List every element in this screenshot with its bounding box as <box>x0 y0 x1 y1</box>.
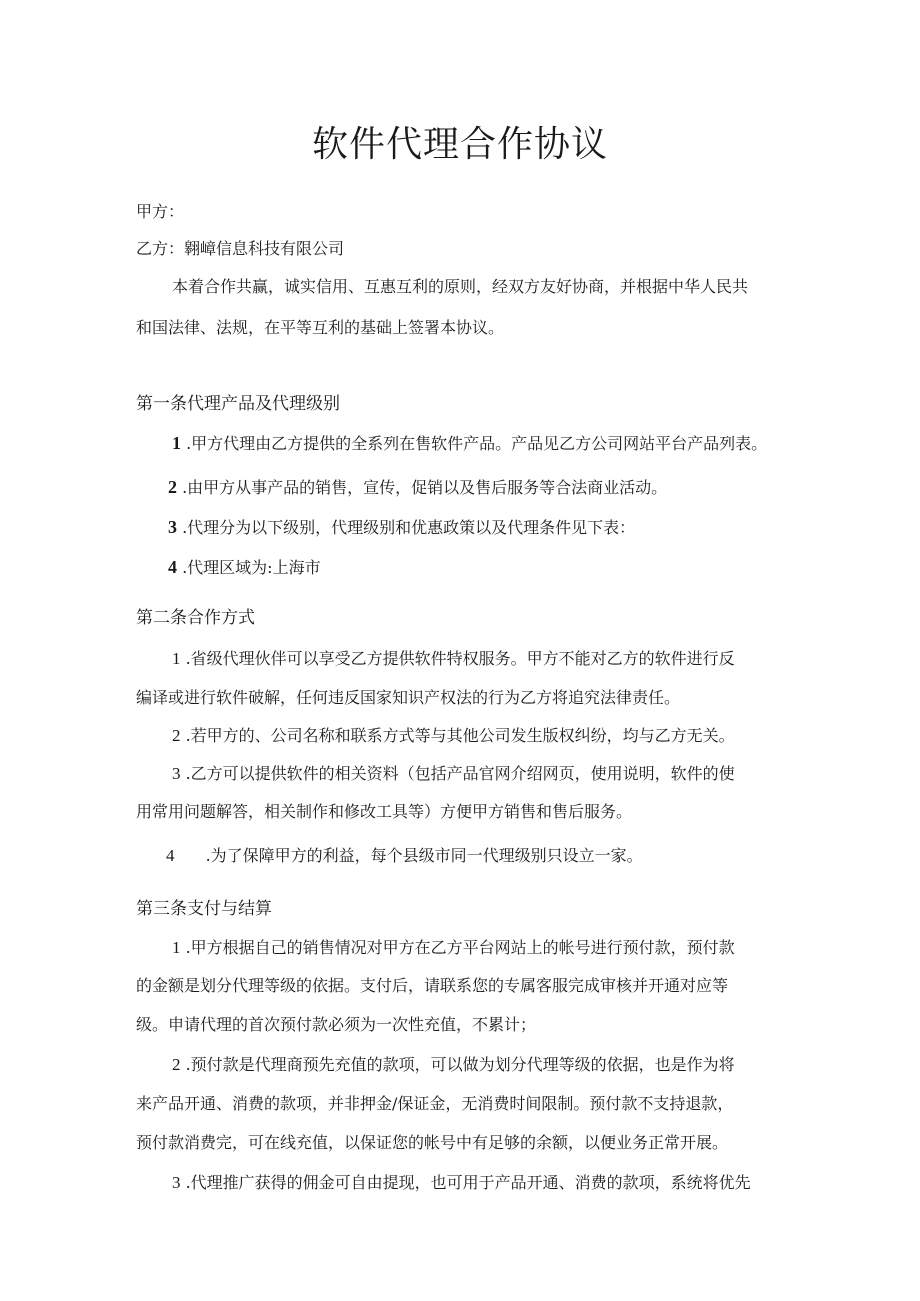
party-a-line: 甲方： <box>136 202 185 221</box>
section-2-item-3-line-2: 用常用问题解答，相关制作和修改工具等）方便甲方销售和售后服务。 <box>136 802 633 821</box>
section-3-item-2-line-1 <box>172 1054 735 1076</box>
item-text: .代理区域为:上海市 <box>182 558 321 577</box>
section-3-heading: 第三条支付与结算 <box>136 899 272 919</box>
section-2-heading: 第二条合作方式 <box>136 608 255 628</box>
party-b-line: 乙方：翱嶂信息科技有限公司 <box>136 239 345 258</box>
item-number: 4 <box>168 557 177 577</box>
item-number: 3 <box>168 517 177 537</box>
section-1-item-1 <box>172 432 767 455</box>
section-2-item-2 <box>172 725 735 747</box>
section-3-item-2-line-3: 预付款消费完，可在线充值，以保证您的帐号中有足够的余额，以便业务正常开展。 <box>136 1133 729 1152</box>
document-title: 软件代理合作协议 <box>311 124 608 165</box>
item-text: .代理推广获得的佣金可自由提现，也可用于产品开通、消费的款项，系统将优先 <box>185 1173 751 1192</box>
preamble-line-1: 本着合作共赢，诚实信用、互惠互利的原则，经双方友好协商，并根据中华人民共 <box>172 277 749 296</box>
item-text: .为了保障甲方的利益，每个县级市同一代理级别只设立一家。 <box>205 846 643 865</box>
section-3-item-3-line-1 <box>172 1172 751 1194</box>
item-text: .省级代理伙伴可以享受乙方提供软件特权服务。甲方不能对乙方的软件进行反 <box>185 649 735 668</box>
section-1-heading: 第一条代理产品及代理级别 <box>136 394 340 414</box>
section-3-item-1-line-1 <box>172 937 735 959</box>
item-text: .代理分为以下级别，代理级别和优惠政策以及代理条件见下表： <box>182 518 636 537</box>
item-number: 2 <box>172 1055 181 1074</box>
item-text: .甲方根据自己的销售情况对甲方在乙方平台网站上的帐号进行预付款，预付款 <box>185 938 735 957</box>
item-number: 3 <box>172 764 181 783</box>
item-number: 3 <box>172 1173 181 1192</box>
section-3-item-2-line-2: 来产品开通、消费的款项，并非押金/保证金，无消费时间限制。预付款不支持退款， <box>136 1094 734 1113</box>
section-2-item-4 <box>166 845 643 867</box>
item-text: .若甲方的、公司名称和联系方式等与其他公司发生版权纠纷，均与乙方无关。 <box>185 726 735 745</box>
preamble-line-2: 和国法律、法规，在平等互利的基础上签署本协议。 <box>136 318 505 337</box>
item-number: 1 <box>172 938 181 957</box>
item-number: 4 <box>166 846 175 865</box>
item-text: .乙方可以提供软件的相关资料（包括产品官网介绍网页，使用说明，软件的使 <box>185 764 735 783</box>
item-number: 2 <box>168 477 177 497</box>
section-1-item-4 <box>168 556 321 579</box>
section-2-item-1-line-1 <box>172 648 735 670</box>
section-3-item-1-line-3: 级。申请代理的首次预付款必须为一次性充值，不累计； <box>136 1015 537 1034</box>
section-2-item-1-line-2: 编译或进行软件破解，任何违反国家知识产权法的行为乙方将追究法律责任。 <box>136 688 681 707</box>
item-number: 1 <box>172 433 181 453</box>
item-text: .由甲方从事产品的销售，宣传，促销以及售后服务等合法商业活动。 <box>182 478 668 497</box>
item-text: .预付款是代理商预先充值的款项，可以做为划分代理等级的依据，也是作为将 <box>185 1055 735 1074</box>
section-2-item-3-line-1 <box>172 763 735 785</box>
item-text: .甲方代理由乙方提供的全系列在售软件产品。产品见乙方公司网站平台产品列表。 <box>186 434 768 453</box>
section-1-item-3 <box>168 516 635 539</box>
item-number: 1 <box>172 649 181 668</box>
item-number: 2 <box>172 726 181 745</box>
section-1-item-2 <box>168 476 667 499</box>
section-3-item-1-line-2: 的金额是划分代理等级的依据。支付后，请联系您的专属客服完成审核并开通对应等 <box>136 976 729 995</box>
